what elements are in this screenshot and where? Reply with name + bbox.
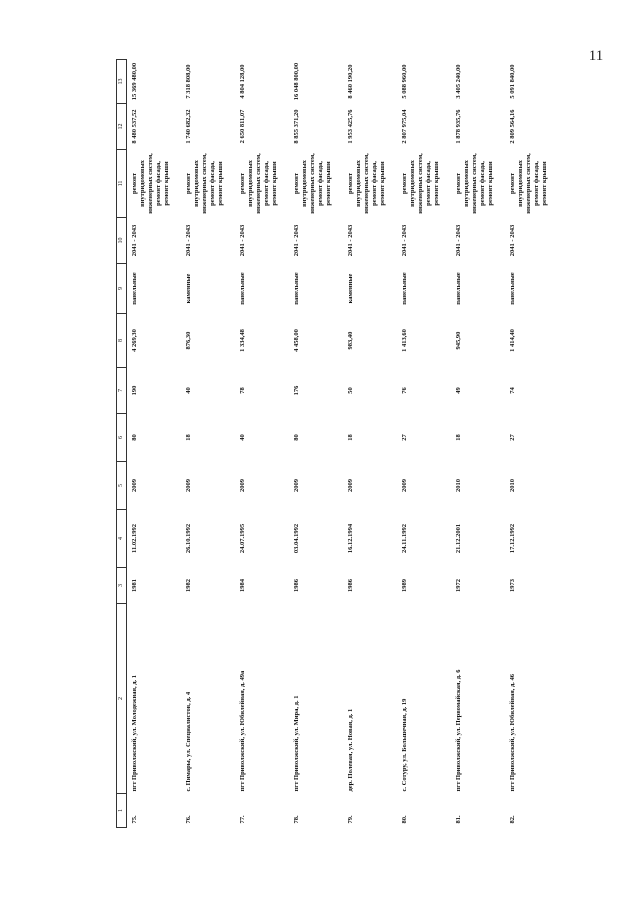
table-row: [289, 60, 343, 828]
privatization-date-cell: 16.12.1994: [347, 523, 354, 554]
inspection-year-cell: 2009: [347, 479, 354, 492]
repair-works-cell: ремонт внутридомовых инженерных систем, ремонт фасада, ремонт крыши: [131, 153, 170, 214]
repair-period-cell: 2041 - 2043: [185, 224, 192, 257]
address-cell: дер. Полевая, ул. Новая, д. 1: [347, 708, 354, 792]
apartments-cell: 18: [455, 434, 462, 441]
row-number-cell: 82.: [509, 815, 516, 824]
apartments-cell: 27: [509, 434, 516, 441]
cost-cell: 1 953 425,76: [347, 109, 354, 144]
repair-works-cell: ремонт внутридомовых инженерных систем, ремонт фасада, ремонт крыши: [293, 153, 332, 214]
cost-cell: 1 878 935,76: [455, 109, 462, 144]
area-cell: 1 414,40: [509, 329, 516, 352]
table-row: [505, 60, 559, 828]
privatization-date-cell: 26.10.1992: [185, 523, 192, 554]
column-number: 13: [117, 60, 127, 104]
repair-period-cell: 2041 - 2043: [455, 224, 462, 257]
table-row: [451, 60, 505, 828]
built-year-cell: 1989: [401, 579, 408, 592]
wall-material-cell: панельные: [131, 272, 138, 305]
repair-period-cell: 2041 - 2043: [239, 224, 246, 257]
repair-works-cell: ремонт внутридомовых инженерных систем, ремонт фасада, ремонт крыши: [347, 153, 386, 214]
address-cell: с. Сотуру, ул. Большечная, д. 19: [401, 698, 408, 792]
address-cell: пгт Приволжский, ул. Юбилейная, д. 49а: [239, 670, 246, 792]
area-cell: 4 269,30: [131, 329, 138, 352]
row-number-cell: 77.: [239, 815, 246, 824]
repair-period-cell: 2041 - 2043: [509, 224, 516, 257]
total-cost-cell: 16 048 800,00: [293, 62, 300, 101]
housing-repair-table: [116, 59, 559, 828]
cost-cell: 2 809 564,16: [509, 109, 516, 144]
column-number: 8: [117, 314, 127, 368]
address-cell: пгт Приволжский, ул. Первомайская, д. 6: [455, 669, 462, 792]
apartments-cell: 40: [239, 434, 246, 441]
column-number: 5: [117, 462, 127, 510]
built-year-cell: 1973: [509, 579, 516, 592]
total-cost-cell: 8 460 190,20: [347, 64, 354, 99]
inspection-year-cell: 2009: [239, 479, 246, 492]
residents-cell: 76: [401, 387, 408, 394]
built-year-cell: 1981: [131, 579, 138, 592]
wall-material-cell: каменные: [347, 273, 354, 304]
inspection-year-cell: 2009: [131, 479, 138, 492]
area-cell: 983,40: [347, 331, 354, 350]
column-number: 10: [117, 218, 127, 264]
repair-period-cell: 2041 - 2043: [401, 224, 408, 257]
row-number-cell: 79.: [347, 815, 354, 824]
inspection-year-cell: 2009: [185, 479, 192, 492]
column-number: 12: [117, 104, 127, 150]
apartments-cell: 18: [185, 434, 192, 441]
repair-works-cell: ремонт внутридомовых инженерных систем, ремонт фасада, ремонт крыши: [509, 153, 548, 214]
wall-material-cell: каменные: [185, 273, 192, 304]
repair-period-cell: 2041 - 2043: [131, 224, 138, 257]
apartments-cell: 27: [401, 434, 408, 441]
residents-cell: 50: [347, 387, 354, 394]
table-row: [235, 60, 289, 828]
area-cell: 4 458,00: [293, 329, 300, 352]
row-number-cell: 78.: [293, 815, 300, 824]
inspection-year-cell: 2009: [293, 479, 300, 492]
table-row: [397, 60, 451, 828]
repair-period-cell: 2041 - 2043: [347, 224, 354, 257]
residents-cell: 49: [455, 387, 462, 394]
wall-material-cell: панельные: [293, 272, 300, 305]
address-cell: с. Пимары, ул. Специалистов, д. 4: [185, 691, 192, 792]
total-cost-cell: 15 369 480,00: [131, 62, 138, 101]
residents-cell: 176: [293, 385, 300, 396]
area-cell: 945,90: [455, 331, 462, 350]
area-cell: 1 334,48: [239, 329, 246, 352]
column-number: 4: [117, 510, 127, 568]
address-cell: пгт Приволжский, ул. Юбилейная, д. 46: [509, 673, 516, 792]
column-number: 7: [117, 368, 127, 414]
inspection-year-cell: 2010: [455, 479, 462, 492]
row-number-cell: 75.: [131, 815, 138, 824]
column-number: 1: [117, 794, 127, 828]
row-number-cell: 76.: [185, 815, 192, 824]
wall-material-cell: панельные: [455, 272, 462, 305]
column-number: 11: [117, 150, 127, 218]
privatization-date-cell: 24.07.1995: [239, 523, 246, 554]
wall-material-cell: панельные: [401, 272, 408, 305]
repair-period-cell: 2041 - 2043: [293, 224, 300, 257]
inspection-year-cell: 2009: [401, 479, 408, 492]
inspection-year-cell: 2010: [509, 479, 516, 492]
built-year-cell: 1986: [293, 579, 300, 592]
privatization-date-cell: 11.02.1992: [131, 524, 138, 553]
row-number-cell: 80.: [401, 815, 408, 824]
table-row: [343, 60, 397, 828]
repair-works-cell: ремонт внутридомовых инженерных систем, ремонт фасада, ремонт крыши: [401, 153, 440, 214]
column-number: 2: [117, 604, 127, 794]
residents-cell: 40: [185, 387, 192, 394]
apartments-cell: 18: [347, 434, 354, 441]
row-number-cell: 81.: [455, 815, 462, 824]
repair-works-cell: ремонт внутридомовых инженерных систем, ремонт фасада, ремонт крыши: [185, 153, 224, 214]
page-number: 11: [588, 48, 604, 64]
residents-cell: 190: [131, 385, 138, 396]
apartments-cell: 80: [293, 434, 300, 441]
total-cost-cell: 5 091 840,00: [509, 64, 516, 99]
cost-cell: 2 650 811,07: [239, 109, 246, 144]
column-number: 3: [117, 568, 127, 604]
column-number-row: [117, 60, 127, 828]
cost-cell: 2 807 975,04: [401, 109, 408, 144]
total-cost-cell: 5 088 960,00: [401, 64, 408, 99]
table-body: [127, 60, 560, 828]
built-year-cell: 1972: [455, 579, 462, 592]
address-cell: пгт Приволжский, ул. Мира, д. 1: [293, 695, 300, 792]
wall-material-cell: панельные: [509, 272, 516, 305]
privatization-date-cell: 17.12.1992: [509, 523, 516, 554]
cost-cell: 8 480 537,52: [131, 109, 138, 144]
privatization-date-cell: 24.11.1992: [401, 524, 408, 553]
built-year-cell: 1986: [347, 579, 354, 592]
cost-cell: 1 740 682,32: [185, 109, 192, 144]
privatization-date-cell: 21.12.2001: [455, 523, 462, 554]
table-row: [127, 60, 182, 828]
total-cost-cell: 3 405 240,00: [455, 64, 462, 99]
apartments-cell: 80: [131, 434, 138, 441]
total-cost-cell: 7 318 808,00: [185, 64, 192, 99]
area-cell: 1 413,60: [401, 329, 408, 352]
built-year-cell: 1982: [185, 579, 192, 592]
repair-works-cell: ремонт внутридомовых инженерных систем, ремонт фасада, ремонт крыши: [455, 153, 494, 214]
residents-cell: 74: [509, 387, 516, 394]
residents-cell: 78: [239, 387, 246, 394]
rotated-table-container: [116, 60, 548, 828]
privatization-date-cell: 03.04.1992: [293, 523, 300, 554]
repair-works-cell: ремонт внутридомовых инженерных систем, ремонт фасада, ремонт крыши: [239, 153, 278, 214]
area-cell: 876,30: [185, 331, 192, 350]
total-cost-cell: 4 804 128,00: [239, 64, 246, 99]
table-row: [181, 60, 235, 828]
column-number: 9: [117, 264, 127, 314]
address-cell: пгт Приволжский, ул. Молодежная, д. 1: [131, 674, 138, 792]
cost-cell: 8 855 371,20: [293, 109, 300, 144]
wall-material-cell: панельные: [239, 272, 246, 305]
built-year-cell: 1984: [239, 579, 246, 592]
column-number: 6: [117, 414, 127, 462]
